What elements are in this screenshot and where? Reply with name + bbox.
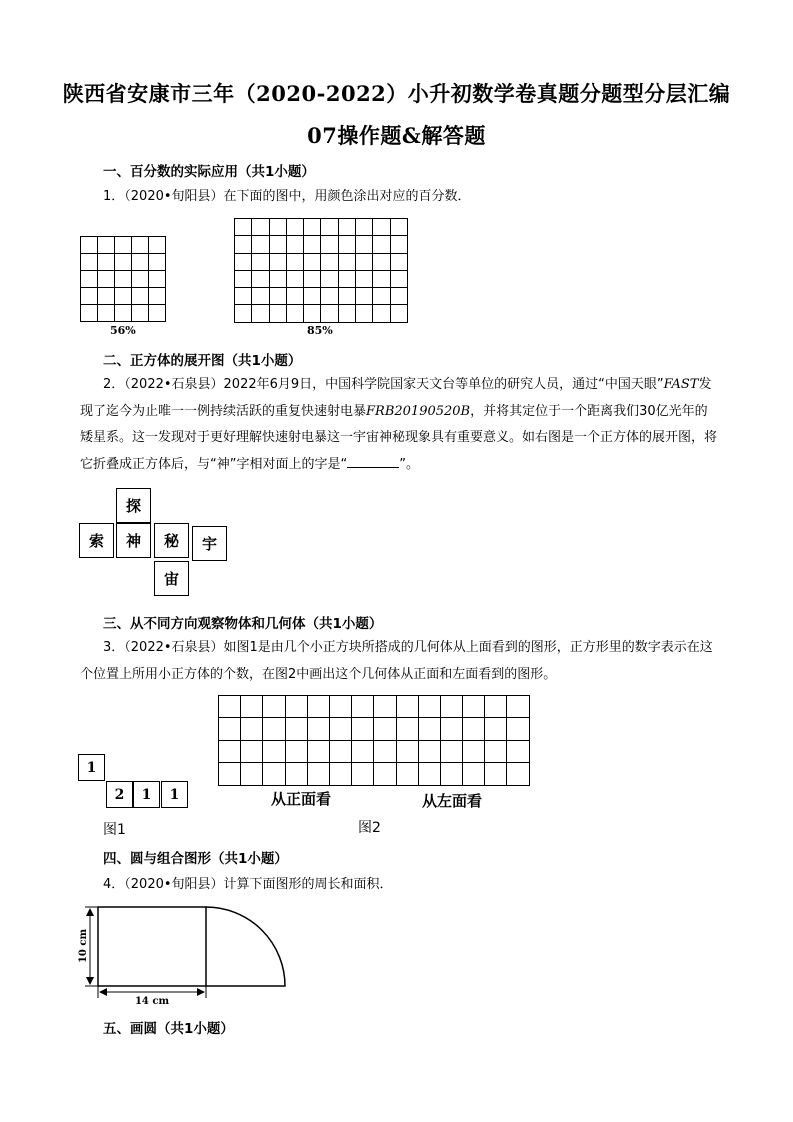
grid-cell[interactable] <box>235 305 252 322</box>
grid-cell[interactable] <box>252 271 269 288</box>
net-face-bottom: 宙 <box>154 561 189 596</box>
net-face-1: 索 <box>79 523 114 558</box>
grid-cell[interactable] <box>81 271 98 288</box>
grid-cell[interactable] <box>419 741 441 763</box>
grid-cell[interactable] <box>81 305 98 322</box>
section-3-heading: 三、从不同方向观察物体和几何体（共1小题） <box>103 616 383 632</box>
grid-cell[interactable] <box>235 271 252 288</box>
grid-cell[interactable] <box>304 305 321 322</box>
grid-cell[interactable] <box>81 288 98 305</box>
grid-cell[interactable] <box>441 741 463 763</box>
grid-cell[interactable] <box>507 718 529 740</box>
grid-cell[interactable] <box>219 718 241 740</box>
grid-cell[interactable] <box>304 236 321 253</box>
grid-cell[interactable] <box>115 288 132 305</box>
grid-56-percent[interactable] <box>80 236 166 322</box>
grid-cell[interactable] <box>330 718 352 740</box>
figure-2-label: 图2 <box>358 820 381 836</box>
grid-cell[interactable] <box>391 288 408 305</box>
grid-cell[interactable] <box>374 763 396 785</box>
grid-cell[interactable] <box>132 237 149 254</box>
grid-cell[interactable] <box>391 236 408 253</box>
quarter-circle-shape <box>206 907 285 986</box>
drawing-grid[interactable] <box>218 695 530 786</box>
grid-cell[interactable] <box>252 288 269 305</box>
left-view-label: 从左面看 <box>422 792 483 810</box>
grid-cell[interactable] <box>115 271 132 288</box>
grid-cell[interactable] <box>463 741 485 763</box>
grid-cell[interactable] <box>149 254 166 271</box>
grid-cell[interactable] <box>419 718 441 740</box>
grid-cell[interactable] <box>441 763 463 785</box>
grid-cell[interactable] <box>397 741 419 763</box>
grid-cell[interactable] <box>270 271 287 288</box>
grid-cell[interactable] <box>241 763 263 785</box>
grid-cell[interactable] <box>308 696 330 718</box>
grid-cell[interactable] <box>235 236 252 253</box>
top-view-cell-b: 2 <box>106 781 133 808</box>
grid-cell[interactable] <box>352 763 374 785</box>
grid-cell[interactable] <box>304 288 321 305</box>
grid-cell[interactable] <box>485 718 507 740</box>
grid-cell[interactable] <box>373 305 390 322</box>
frb-code: FRB20190520B <box>366 403 471 419</box>
grid-cell[interactable] <box>339 288 356 305</box>
grid-cell[interactable] <box>339 271 356 288</box>
grid-cell[interactable] <box>463 696 485 718</box>
grid-cell[interactable] <box>356 271 373 288</box>
top-view-cell-d: 1 <box>161 781 188 808</box>
grid-cell[interactable] <box>219 763 241 785</box>
grid-cell[interactable] <box>304 219 321 236</box>
grid-cell[interactable] <box>356 254 373 271</box>
section-2-heading: 二、正方体的展开图（共1小题） <box>103 353 302 369</box>
grid-cell[interactable] <box>419 696 441 718</box>
net-face-3: 秘 <box>154 523 189 558</box>
grid-cell[interactable] <box>81 254 98 271</box>
grid-cell[interactable] <box>132 271 149 288</box>
grid-cell[interactable] <box>330 763 352 785</box>
grid-cell[interactable] <box>98 305 115 322</box>
grid-cell[interactable] <box>263 763 285 785</box>
grid-cell[interactable] <box>356 236 373 253</box>
grid-cell[interactable] <box>252 305 269 322</box>
question-2-part-3: ，并将其定位于一个距离我们30亿光年的矮星系。这一发现对于更好理解快速射电暴这一宇宙神秘现象具有重要意义。如右图是一个正方体的展开图，将它折叠成正方体后，与“神”字相对面上的字是“ <box>80 403 718 472</box>
grid-cell[interactable] <box>149 271 166 288</box>
grid-cell[interactable] <box>235 288 252 305</box>
grid-cell[interactable] <box>287 236 304 253</box>
grid-cell[interactable] <box>308 741 330 763</box>
grid-cell[interactable] <box>149 305 166 322</box>
grid-cell[interactable] <box>374 718 396 740</box>
grid-cell[interactable] <box>507 741 529 763</box>
grid-cell[interactable] <box>132 288 149 305</box>
grid-cell[interactable] <box>373 288 390 305</box>
net-face-2: 神 <box>116 523 151 558</box>
grid-cell[interactable] <box>304 271 321 288</box>
grid-cell[interactable] <box>352 718 374 740</box>
grid-cell[interactable] <box>149 237 166 254</box>
top-view-cell-a: 1 <box>78 754 105 781</box>
grid-cell[interactable] <box>391 219 408 236</box>
section-4-heading: 四、圆与组合图形（共1小题） <box>103 851 288 867</box>
grid-cell[interactable] <box>441 718 463 740</box>
grid-cell[interactable] <box>235 254 252 271</box>
grid-cell[interactable] <box>441 696 463 718</box>
grid-85-percent-label: 85% <box>307 324 333 337</box>
grid-cell[interactable] <box>373 271 390 288</box>
top-view-cell-c: 1 <box>133 781 160 808</box>
grid-cell[interactable] <box>321 288 338 305</box>
grid-cell[interactable] <box>321 271 338 288</box>
title-line-1: 陕西省安康市三年（2020-2022）小升初数学卷真题分题型分层汇编 <box>62 81 731 106</box>
grid-cell[interactable] <box>308 763 330 785</box>
grid-cell[interactable] <box>352 741 374 763</box>
grid-cell[interactable] <box>321 236 338 253</box>
grid-cell[interactable] <box>270 288 287 305</box>
grid-cell[interactable] <box>252 219 269 236</box>
grid-cell[interactable] <box>286 763 308 785</box>
title-line-2: 07操作题&解答题 <box>307 123 486 148</box>
grid-cell[interactable] <box>219 741 241 763</box>
grid-cell[interactable] <box>321 254 338 271</box>
grid-cell[interactable] <box>397 696 419 718</box>
grid-cell[interactable] <box>263 696 285 718</box>
grid-cell[interactable] <box>321 305 338 322</box>
net-face-4: 宇 <box>192 526 227 561</box>
grid-cell[interactable] <box>485 741 507 763</box>
grid-cell[interactable] <box>308 718 330 740</box>
height-label: 10 cm <box>78 928 89 964</box>
grid-cell[interactable] <box>356 305 373 322</box>
grid-cell[interactable] <box>98 288 115 305</box>
grid-cell[interactable] <box>397 718 419 740</box>
grid-cell[interactable] <box>241 741 263 763</box>
grid-cell[interactable] <box>373 254 390 271</box>
fast-telescope: FAST <box>663 377 699 392</box>
grid-cell[interactable] <box>321 219 338 236</box>
grid-cell[interactable] <box>339 254 356 271</box>
grid-cell[interactable] <box>81 237 98 254</box>
question-1-text: 1．（2020•旬阳县）在下面的图中，用颜色涂出对应的百分数． <box>103 189 471 204</box>
grid-cell[interactable] <box>286 696 308 718</box>
front-view-label: 从正面看 <box>271 790 332 808</box>
grid-cell[interactable] <box>352 696 374 718</box>
grid-cell[interactable] <box>270 254 287 271</box>
grid-cell[interactable] <box>270 305 287 322</box>
composite-figure <box>76 898 296 1010</box>
grid-cell[interactable] <box>270 219 287 236</box>
grid-cell[interactable] <box>98 271 115 288</box>
grid-cell[interactable] <box>287 288 304 305</box>
grid-cell[interactable] <box>374 696 396 718</box>
grid-cell[interactable] <box>339 305 356 322</box>
grid-cell[interactable] <box>115 254 132 271</box>
grid-cell[interactable] <box>252 254 269 271</box>
grid-cell[interactable] <box>286 718 308 740</box>
net-face-top: 探 <box>116 488 151 523</box>
grid-cell[interactable] <box>219 696 241 718</box>
grid-cell[interactable] <box>132 305 149 322</box>
grid-cell[interactable] <box>241 718 263 740</box>
grid-85-percent[interactable] <box>234 218 408 323</box>
grid-cell[interactable] <box>397 763 419 785</box>
grid-cell[interactable] <box>149 288 166 305</box>
grid-cell[interactable] <box>419 763 441 785</box>
grid-cell[interactable] <box>263 741 285 763</box>
question-2-part-2: 发现了迄今为止唯一一例持续活跃的重复快速射电暴 <box>80 377 712 419</box>
section-1-heading: 一、百分数的实际应用（共1小题） <box>103 164 315 180</box>
grid-cell[interactable] <box>339 219 356 236</box>
grid-cell[interactable] <box>463 763 485 785</box>
answer-blank[interactable] <box>347 453 399 468</box>
grid-cell[interactable] <box>115 237 132 254</box>
question-2-part-1: 2．（2022•石泉县）2022年6月9日，中国科学院国家天文台等单位的研究人员，通过“中国天眼” <box>103 377 664 392</box>
grid-cell[interactable] <box>373 236 390 253</box>
question-2-part-4: ”。 <box>399 456 419 472</box>
grid-cell[interactable] <box>115 305 132 322</box>
grid-cell[interactable] <box>330 741 352 763</box>
question-4-text: 4．（2020•旬阳县）计算下面图形的周长和面积． <box>103 877 393 892</box>
grid-cell[interactable] <box>356 288 373 305</box>
grid-cell[interactable] <box>263 718 285 740</box>
width-label: 14 cm <box>134 996 170 1007</box>
grid-cell[interactable] <box>132 254 149 271</box>
grid-cell[interactable] <box>507 763 529 785</box>
grid-cell[interactable] <box>270 236 287 253</box>
grid-cell[interactable] <box>287 254 304 271</box>
grid-cell[interactable] <box>485 763 507 785</box>
figure-1-label: 图1 <box>103 822 126 838</box>
section-5-heading: 五、画圆（共1小题） <box>103 1021 234 1037</box>
grid-cell[interactable] <box>98 237 115 254</box>
grid-cell[interactable] <box>235 219 252 236</box>
grid-cell[interactable] <box>286 741 308 763</box>
grid-cell[interactable] <box>391 305 408 322</box>
rectangle-shape <box>98 907 206 986</box>
grid-cell[interactable] <box>391 254 408 271</box>
grid-cell[interactable] <box>304 254 321 271</box>
grid-cell[interactable] <box>339 236 356 253</box>
grid-cell[interactable] <box>330 696 352 718</box>
grid-cell[interactable] <box>98 254 115 271</box>
grid-cell[interactable] <box>252 236 269 253</box>
grid-cell[interactable] <box>287 271 304 288</box>
question-2-text <box>80 372 720 478</box>
grid-cell[interactable] <box>507 696 529 718</box>
grid-cell[interactable] <box>463 718 485 740</box>
grid-cell[interactable] <box>287 305 304 322</box>
grid-cell[interactable] <box>287 219 304 236</box>
grid-cell[interactable] <box>485 696 507 718</box>
grid-cell[interactable] <box>241 696 263 718</box>
grid-56-percent-label: 56% <box>110 324 136 337</box>
question-3-text: 3．（2022•石泉县）如图1是由几个小正方块所搭成的几何体从上面看到的图形，正方形里的数字表示在这个位置上所用小正方体的个数，在图2中画出这个几何体从正面和左面看到的图形。 <box>80 640 713 682</box>
grid-cell[interactable] <box>356 219 373 236</box>
grid-cell[interactable] <box>391 271 408 288</box>
grid-cell[interactable] <box>373 219 390 236</box>
grid-cell[interactable] <box>374 741 396 763</box>
